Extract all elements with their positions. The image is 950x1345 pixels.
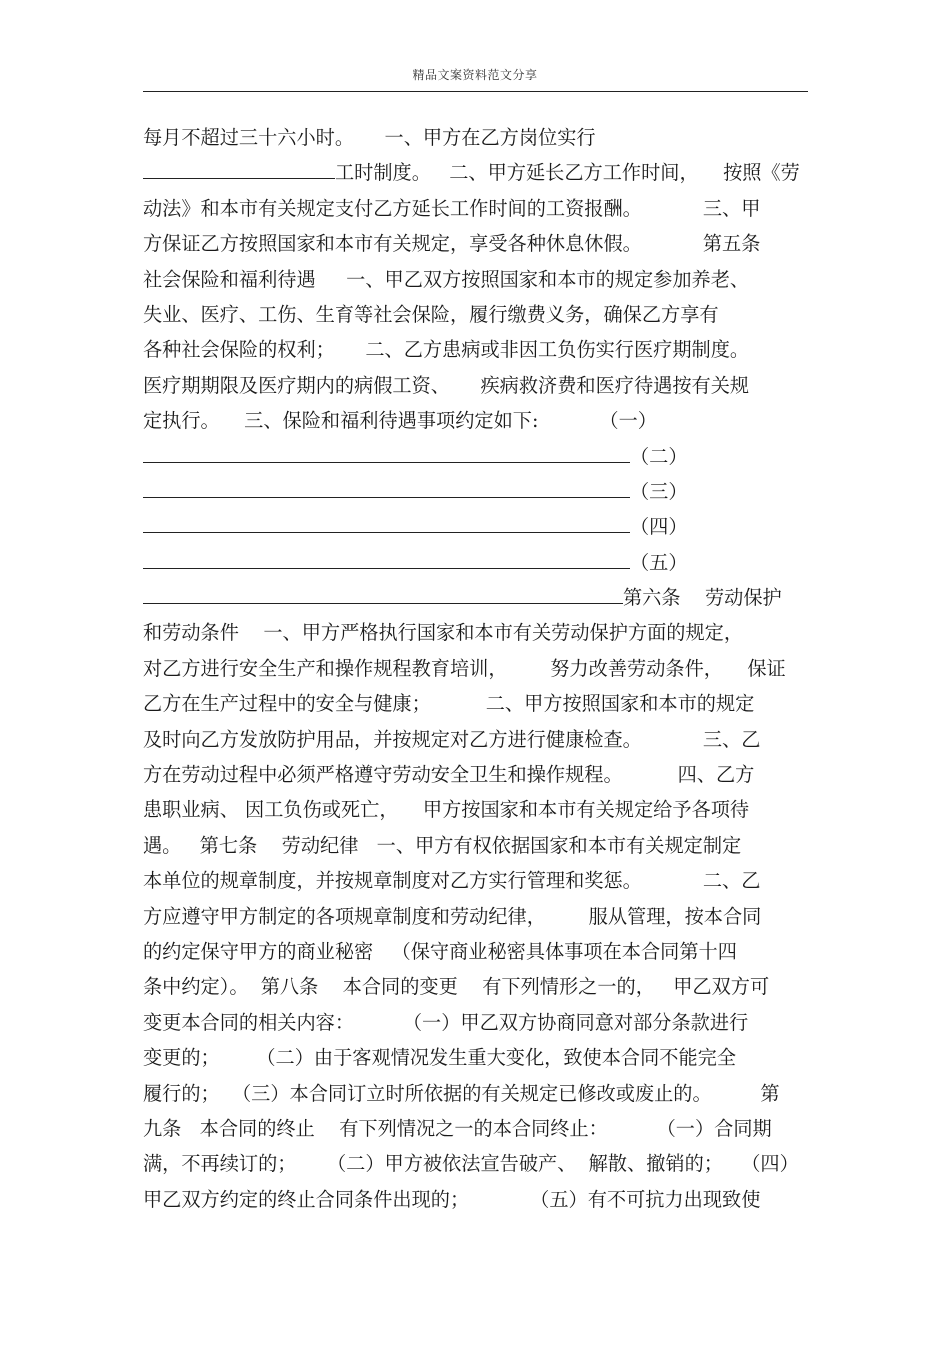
text-segment: 动法》和本市有关规定支付乙方延长工作时间的工资报酬。 三、甲 [143, 196, 761, 220]
text-segment: 方保证乙方按照国家和本市有关规定，享受各种休息休假。 第五条 [143, 232, 761, 256]
text-line [143, 580, 811, 615]
text-line [143, 120, 811, 155]
text-line [143, 651, 811, 686]
text-segment: 社会保险和福利待遇 一、甲乙双方按照国家和本市的规定参加养老、 [143, 267, 750, 291]
text-segment: 患职业病、 因工负伤或死亡， 甲方按国家和本市有关规定给予各项待 [143, 798, 750, 822]
text-segment: 条中约定）。 第八条 本合同的变更 有下列情形之一的， 甲乙双方可 [143, 975, 770, 999]
fill-in-blank [143, 583, 623, 604]
text-line [143, 368, 811, 403]
text-line [143, 1076, 811, 1111]
page-header-title: 精品文案资料范文分享 [412, 68, 538, 82]
text-line [143, 1040, 811, 1075]
fill-in-blank [143, 158, 335, 179]
text-segment: 失业、医疗、工伤、生育等社会保险，履行缴费义务，确保乙方享有 [143, 302, 719, 326]
text-line [143, 509, 811, 544]
contract-body [143, 120, 811, 1217]
text-segment: 和劳动条件 一、甲方严格执行国家和本市有关劳动保护方面的规定， [143, 621, 744, 645]
text-segment: 对乙方进行安全生产和操作规程教育培训， 努力改善劳动条件， 保证 [143, 656, 786, 680]
fill-in-blank [143, 442, 630, 463]
fill-in-blank [143, 477, 630, 498]
text-line [143, 722, 811, 757]
text-line [143, 332, 811, 367]
header-divider [143, 91, 808, 92]
text-segment: 各种社会保险的权利； 二、乙方患病或非因工负伤实行医疗期制度。 [143, 338, 750, 362]
text-segment: 变更的； （二）由于客观情况发生重大变化，致使本合同不能完全 [143, 1046, 737, 1070]
text-line [143, 262, 811, 297]
text-segment: 医疗期期限及医疗期内的病假工资、 疾病救济费和医疗待遇按有关规 [143, 373, 750, 397]
text-segment: 遇。 第七条 劳动纪律 一、甲方有权依据国家和本市有关规定制定 [143, 833, 742, 857]
text-line [143, 828, 811, 863]
text-segment: 的约定保守甲方的商业秘密 （保守商业秘密具体事项在本合同第十四 [143, 939, 737, 963]
text-segment: 九条 本合同的终止 有下列情况之一的本合同终止： （一）合同期 [143, 1116, 772, 1140]
text-line [143, 1182, 811, 1217]
text-segment: （三） [630, 479, 688, 503]
text-segment: （二） [630, 444, 688, 468]
text-line [143, 226, 811, 261]
text-segment: 定执行。 三、保险和福利待遇事项约定如下: （一） [143, 409, 657, 433]
text-line [143, 545, 811, 580]
text-segment: 方在劳动过程中必须严格遵守劳动安全卫生和操作规程。 四、乙方 [143, 763, 755, 787]
text-segment: （五） [630, 550, 688, 574]
text-line [143, 792, 811, 827]
text-line [143, 863, 811, 898]
text-line [143, 757, 811, 792]
text-line [143, 615, 811, 650]
text-segment: 甲乙双方约定的终止合同条件出现的； （五）有不可抗力出现致使 [143, 1187, 761, 1211]
text-line [143, 155, 811, 190]
text-segment: 变更本合同的相关内容： （一）甲乙双方协商同意对部分条款进行 [143, 1010, 749, 1034]
text-segment: 方应遵守甲方制定的各项规章制度和劳动纪律， 服从管理，按本合同 [143, 904, 762, 928]
text-segment: 履行的； （三）本合同订立时所依据的有关规定已修改或废止的。 第 [143, 1081, 780, 1105]
text-segment: 本单位的规章制度，并按规章制度对乙方实行管理和奖惩。 二、乙 [143, 869, 761, 893]
text-line [143, 474, 811, 509]
text-segment: 第六条 劳动保护 [623, 586, 782, 610]
text-line [143, 934, 811, 969]
text-line [143, 297, 811, 332]
text-line [143, 686, 811, 721]
text-segment: （四） [630, 515, 688, 539]
text-segment: 工时制度。 二、甲方延长乙方工作时间， 按照《劳 [335, 161, 800, 185]
text-line [143, 1111, 811, 1146]
fill-in-blank [143, 512, 630, 533]
text-line [143, 1146, 811, 1181]
text-segment: 及时向乙方发放防护用品，并按规定对乙方进行健康检查。 三、乙 [143, 727, 761, 751]
text-line [143, 1005, 811, 1040]
text-segment: 每月不超过三十六小时。 一、甲方在乙方岗位实行 [143, 126, 596, 149]
text-segment: 乙方在生产过程中的安全与健康； 二、甲方按照国家和本市的规定 [143, 692, 755, 716]
fill-in-blank [143, 548, 630, 569]
text-line [143, 969, 811, 1004]
text-segment: 满，不再续订的； （二）甲方被依法宣告破产、 解散、撤销的； （四） [143, 1152, 799, 1176]
text-line [143, 403, 811, 438]
text-line [143, 439, 811, 474]
text-line [143, 899, 811, 934]
text-line [143, 191, 811, 226]
